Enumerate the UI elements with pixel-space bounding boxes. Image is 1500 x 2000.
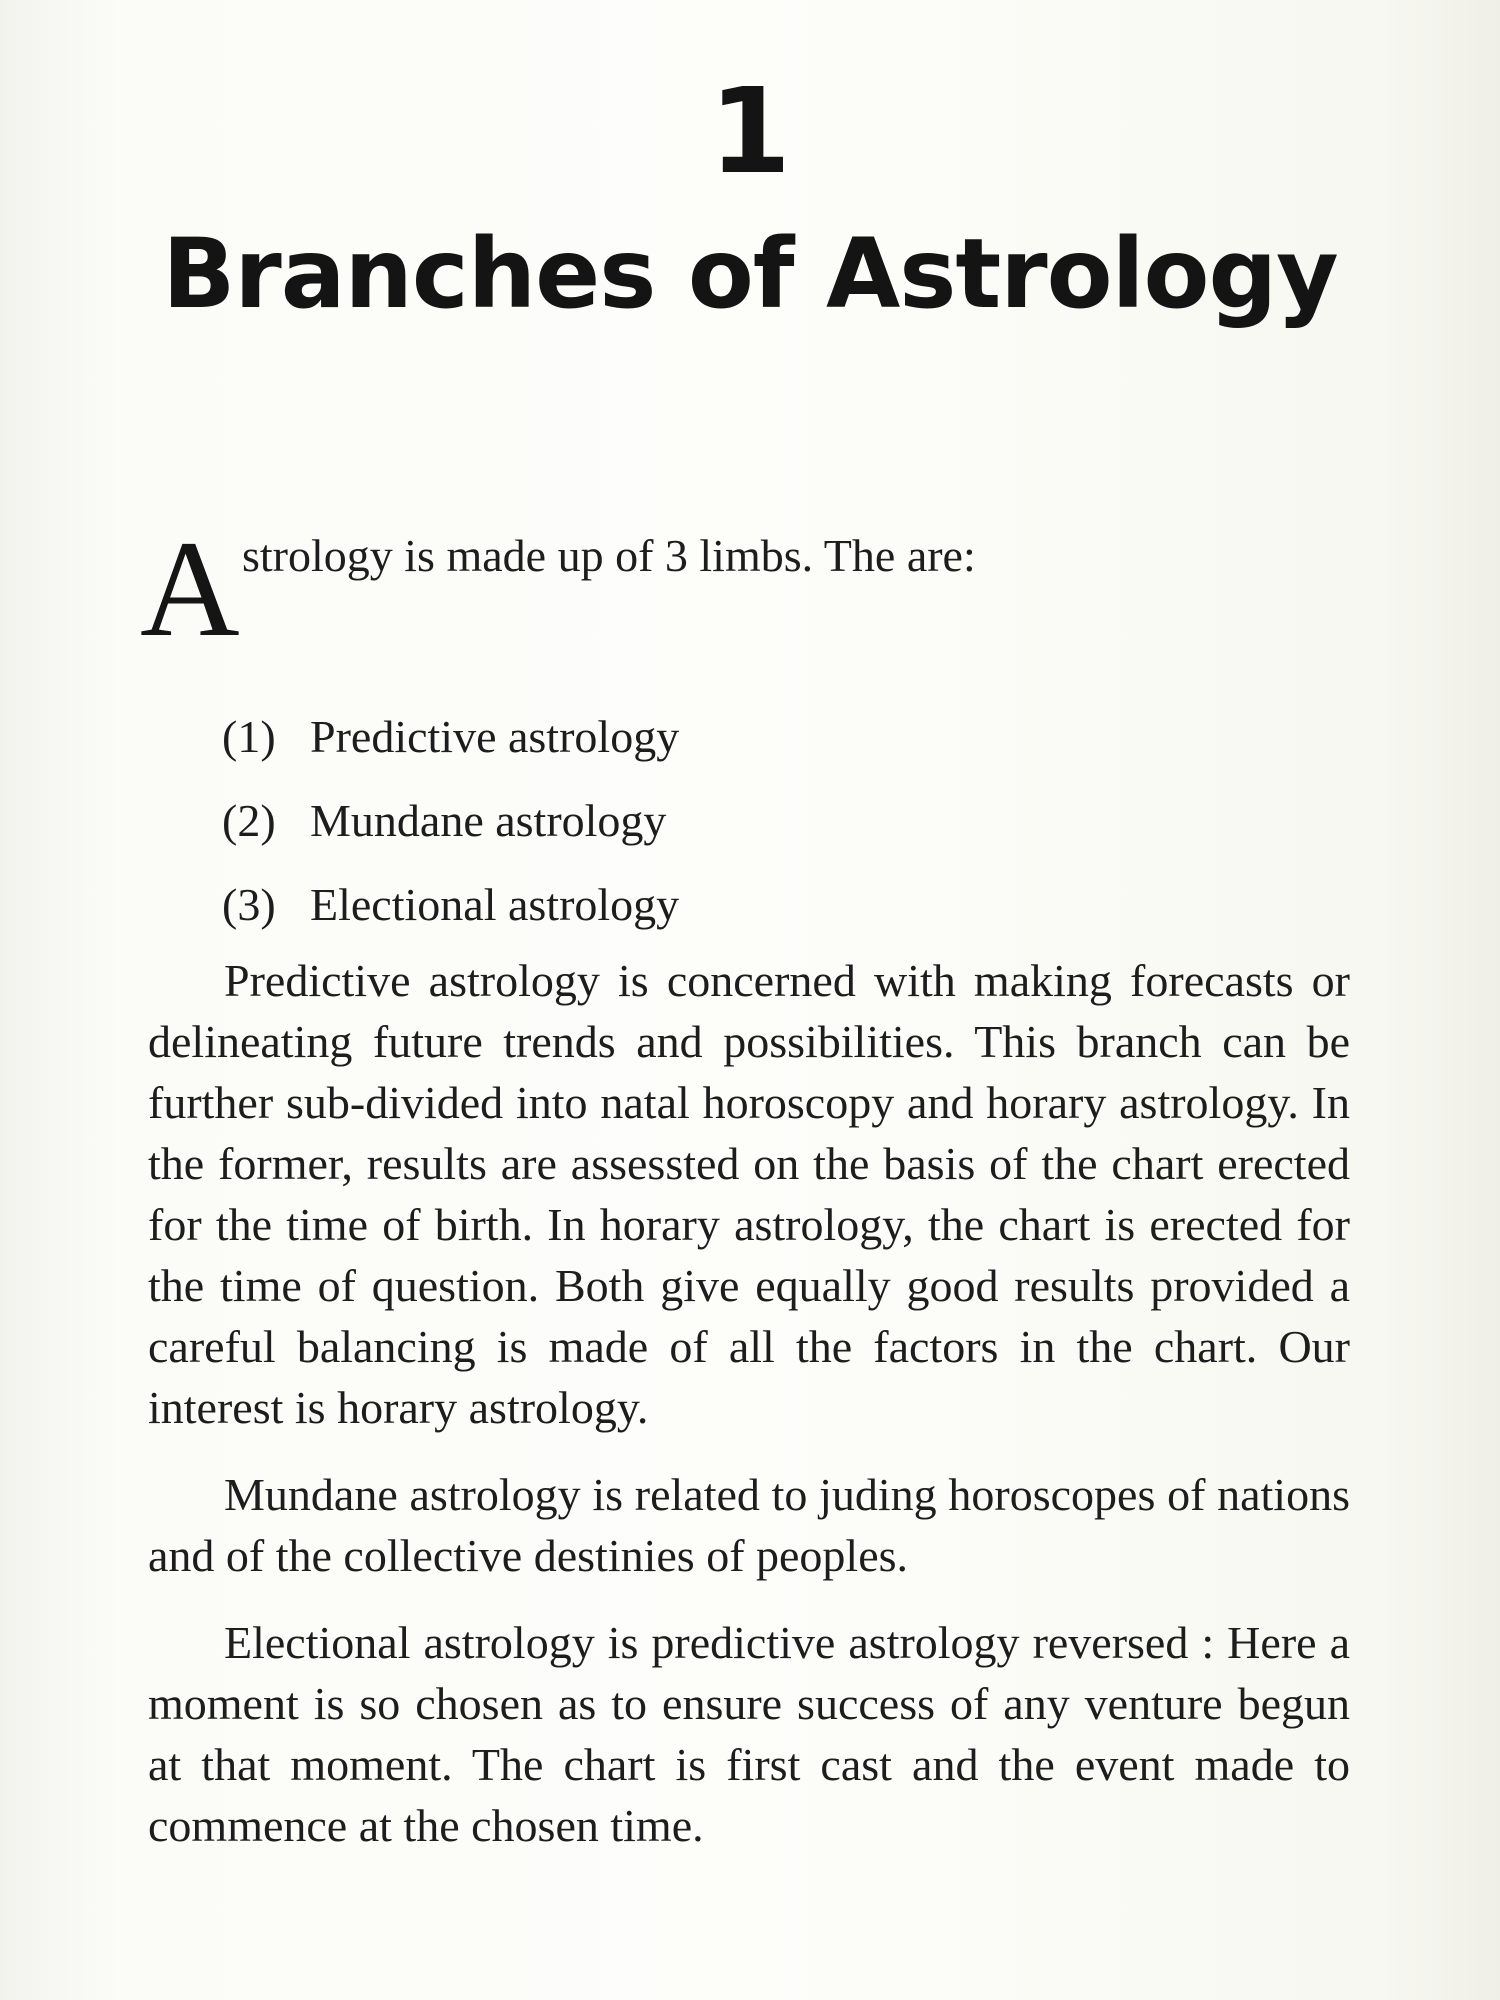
list-item-number: (1) bbox=[222, 711, 276, 762]
paragraph-predictive: Predictive astrology is concerned with making forecasts or delineating future trends and possibilities. This branch can be further sub-divided into natal horoscopy and horary astrology. In the former, results are assessted on the basis of the chart erected for the time of birth. In horary astrology, the chart is erected for the time of question. Both give equally good results provided a careful balancing is made of all the factors in the chart. Our interest is horary astrology. bbox=[148, 955, 1350, 1433]
list-item bbox=[222, 863, 679, 947]
limbs-list bbox=[222, 695, 679, 947]
list-item-number: (3) bbox=[222, 879, 276, 930]
list-item-label: Electional astrology bbox=[310, 879, 680, 930]
list-item-label: Predictive astrology bbox=[310, 711, 680, 762]
drop-cap: A bbox=[140, 512, 240, 665]
list-item bbox=[222, 695, 679, 779]
intro-paragraph bbox=[140, 512, 1370, 665]
paragraph-mundane: Mundane astrology is related to juding horoscopes of nations and of the collective destinies of peoples. bbox=[148, 1469, 1350, 1581]
list-item bbox=[222, 779, 679, 863]
chapter-title: Branches of Astrology bbox=[162, 218, 1338, 330]
intro-text: strology is made up of 3 limbs. The are: bbox=[242, 530, 976, 581]
list-item-label: Mundane astrology bbox=[310, 795, 667, 846]
body-text bbox=[148, 950, 1350, 1882]
chapter-number: 1 bbox=[708, 62, 792, 200]
list-item-number: (2) bbox=[222, 795, 276, 846]
paragraph-electional: Electional astrology is predictive astrology reversed : Here a moment is so chosen as to ensure success of any venture begun at that moment. The chart is first cast and the event made to commence at the chosen time. bbox=[148, 1617, 1350, 1851]
